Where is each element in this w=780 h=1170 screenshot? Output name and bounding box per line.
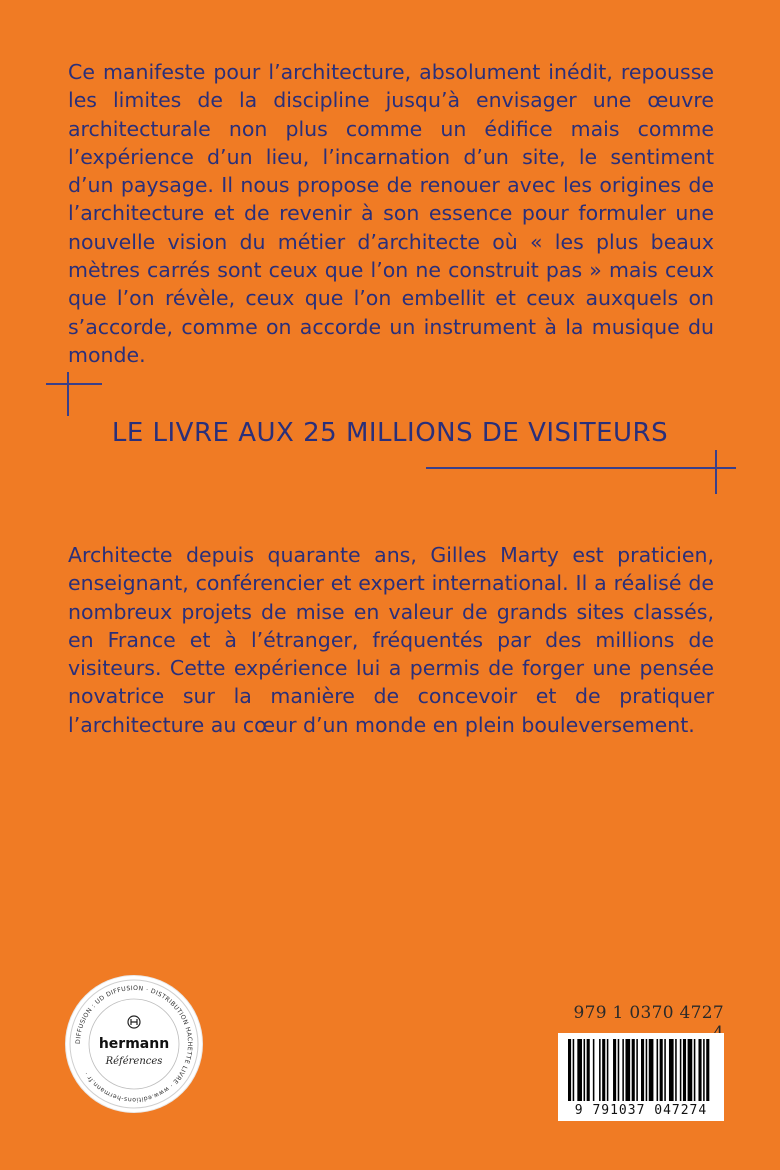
intro-paragraph: Ce manifeste pour l’architecture, absolument inédit, repousse les limites de la discipline jusqu’à envisager une œuvre architecturale non plus comme un édifice mais comme l’expérience d’un lieu, l’incarnation d’un site, le sentiment d’un paysage. Il nous propose de renouer avec les origines de l’architecture et de revenir à son essence pour formuler une nouvelle vision du métier d’architecte où « les plus beaux mètres carrés sont ceux que l’on ne construit pas » mais ceux que l’on révèle, ceux que l’on embellit et ceux auxquels on s’accorde, comme on accorde un instrument à la musique du monde. — [68, 60, 714, 367]
seal-collection: Références — [105, 1056, 163, 1067]
barcode-bars — [566, 1039, 716, 1101]
divider-tick-left — [67, 372, 69, 416]
publisher-seal — [66, 976, 202, 1112]
isbn-label: 979 1 0370 4727 — [573, 1003, 724, 1023]
section-heading: LE LIVRE AUX 25 MILLIONS DE VISITEURS — [111, 418, 669, 448]
seal-ring-text: DIFFUSION : UD DIFFUSION · DISTRIBUTION HACHETTE LIVRE · www.editions-hermann.fr · — [74, 984, 194, 1104]
barcode — [558, 1033, 724, 1121]
divider-line-right — [426, 467, 736, 469]
author-bio-paragraph: Architecte depuis quarante ans, Gilles Marty est praticien, enseignant, conférencier et expert international. Il a réalisé de nombreux projets de mise en valeur de grands sites classés, en France et à l’étranger, fréquentés par des millions de visiteurs. Cette expérience lui a permis de forger une pensée novatrice sur la manière de concevoir et de pratiquer l’architecture au cœur d’un monde en plein bouleversement. — [68, 543, 714, 737]
seal-brand: hermann — [98, 1036, 170, 1052]
divider-line-left — [46, 383, 102, 385]
barcode-digits: 9 791037 047274 — [574, 1103, 708, 1118]
hermann-emblem-icon — [128, 1016, 140, 1028]
divider-tick-right — [715, 450, 717, 494]
